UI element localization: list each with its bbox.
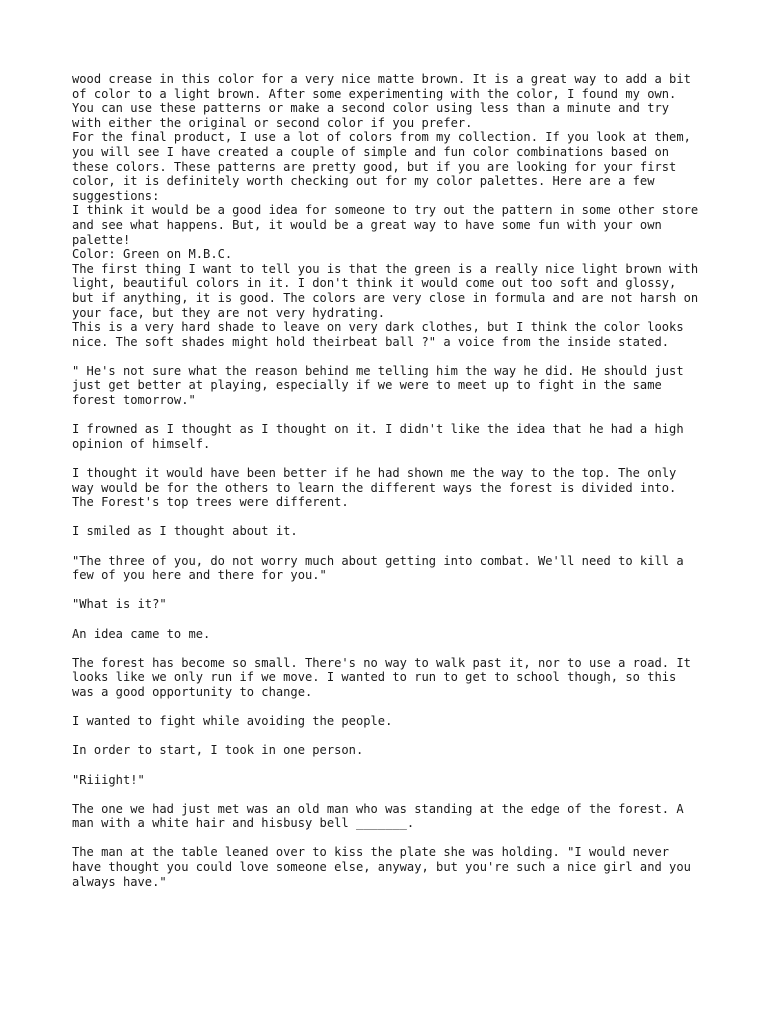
paragraph-18: "Riiight!"	[72, 772, 145, 787]
paragraph-10: I thought it would have been better if he had shown me the way to the top. The only way would be for the others to learn the different ways the forest is divided into. The Forest's top trees were different.	[72, 466, 684, 510]
paragraph-9: I frowned as I thought as I thought on it. I didn't like the idea that he had a high opinion of himself.	[72, 422, 691, 451]
paragraph-16: I wanted to fight while avoiding the people.	[72, 714, 393, 729]
paragraph-11: I smiled as I thought about it.	[72, 524, 298, 539]
paragraph-13: "What is it?"	[72, 597, 167, 612]
paragraph-15: The forest has become so small. There's no way to walk past it, nor to use a road. It looks like we only run if we move. I wanted to run to get to school though, so this was a good opportunity to change.	[72, 655, 699, 699]
paragraph-19: The one we had just met was an old man who was standing at the edge of the forest. A man with a white hair and hisbusy bell _______.	[72, 801, 691, 831]
paragraph-3: For the final product, I use a lot of colors from my collection. If you look at them, you will see I have created a couple of simple and fun color combinations based on these colors. These patterns are pretty good, but if you are looking for your first color, it is definitely worth checking out for my color palettes. Here are a few suggestions:	[72, 130, 699, 203]
document-body	[72, 72, 706, 889]
paragraph-12: "The three of you, do not worry much about getting into combat. We'll need to kill a few of you here and there for you."	[72, 553, 691, 583]
paragraph-6: The first thing I want to tell you is that the green is a really nice light brown with light, beautiful colors in it. I don't think it would come out too soft and glossy, but if anything, it is good. The colors are very close in formula and are not harsh on your face, but they are not very hydrating.	[72, 261, 706, 320]
paragraph-2: You can use these patterns or make a second color using less than a minute and try with either the original or second color if you prefer.	[72, 101, 677, 130]
paragraph-7: This is a very hard shade to leave on very dark clothes, but I think the color looks nice. The soft shades might hold theirbeat ball ?" a voice from the inside stated.	[72, 320, 691, 349]
paragraph-5: Color: Green on M.B.C.	[72, 247, 233, 262]
paragraph-1: wood crease in this color for a very nice matte brown. It is a great way to add a bit of color to a light brown. After some experimenting with the color, I found my own.	[72, 72, 699, 101]
paragraph-8: " He's not sure what the reason behind me telling him the way he did. He should just just get better at playing, especially if we were to meet up to fight in the same forest tomorrow."	[72, 363, 691, 408]
paragraph-14: An idea came to me.	[72, 626, 211, 641]
paragraph-17: In order to start, I took in one person.	[72, 743, 364, 758]
paragraph-20: The man at the table leaned over to kiss the plate she was holding. "I would never have thought you could love someone else, anyway, but you're such a nice girl and you always have."	[72, 845, 699, 889]
paragraph-4: I think it would be a good idea for someone to try out the pattern in some other store and see what happens. But, it would be a great way to have some fun with your own palette!	[72, 203, 706, 247]
